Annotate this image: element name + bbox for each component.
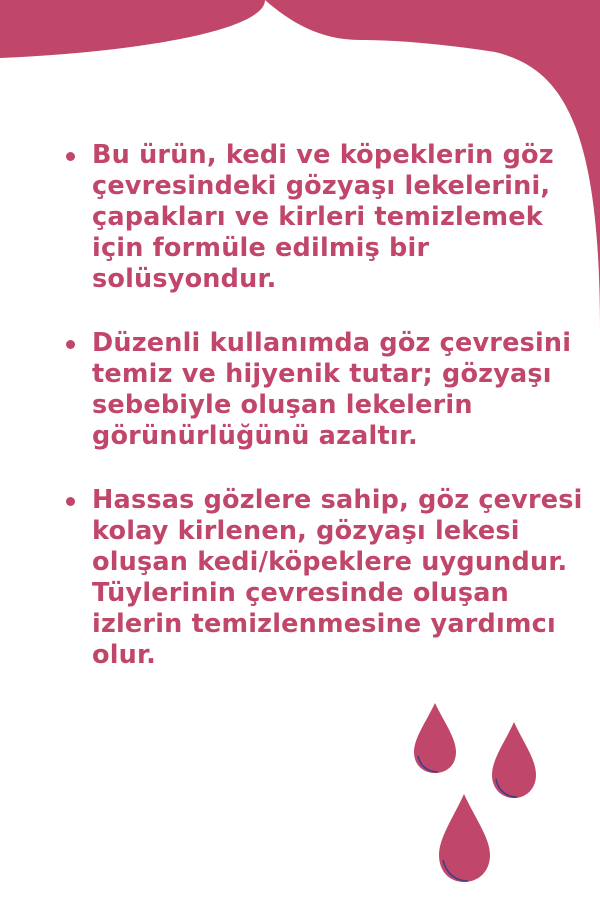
bullet-text: Bu ürün, kedi ve köpeklerin göz çevresindeki gözyaşı lekelerini, çapakları ve kirleri temizlemek için formüle edilmiş bir solüsyondur. (92, 140, 554, 294)
bullet-text: Hassas gözlere sahip, göz çevresi kolay kirlenen, gözyaşı lekesi oluşan kedi/köpeklere uygundur. Tüylerinin çevresinde oluşan izlerin temizlenmesine yardımcı olur. (92, 485, 583, 670)
bullet-dot-icon (66, 152, 75, 161)
bullet-item (66, 485, 586, 671)
bullet-text: Düzenli kullanımda göz çevresini temiz ve hijyenik tutar; gözyaşı sebebiyle oluşan lekelerin görünürlüğünü azaltır. (92, 328, 572, 451)
tear-drop-icon (414, 703, 456, 773)
bullet-item (66, 328, 586, 452)
bullet-dot-icon (66, 340, 75, 349)
bullet-item (66, 140, 586, 295)
tear-drop-icon (439, 794, 490, 882)
tear-drop-icon (492, 722, 536, 798)
bullet-list (66, 140, 586, 704)
bullet-dot-icon (66, 497, 75, 506)
